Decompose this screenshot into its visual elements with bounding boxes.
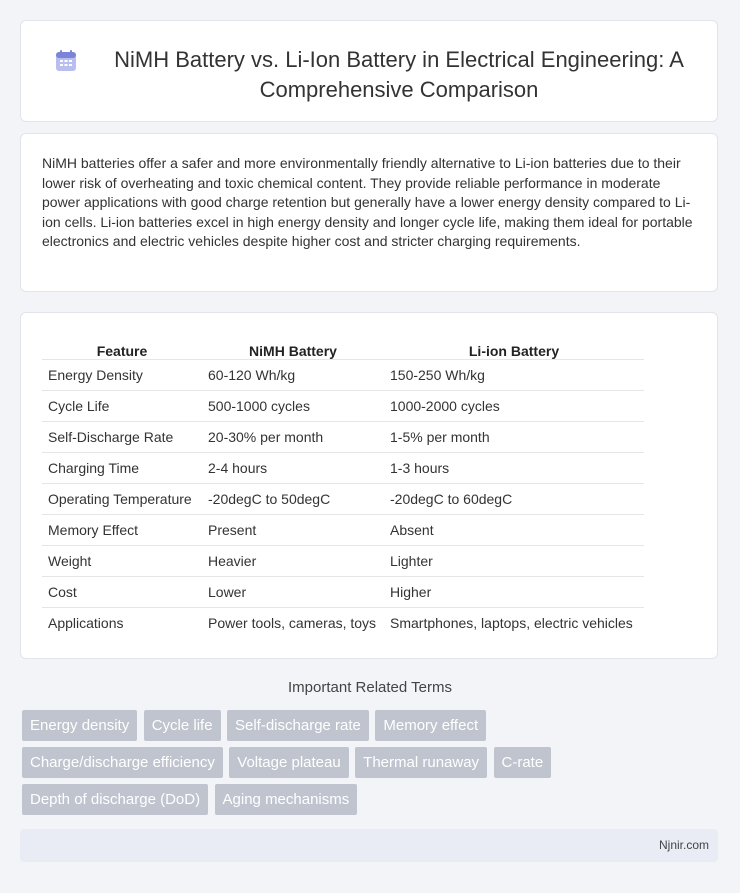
table-cell: Weight: [42, 546, 202, 577]
table-cell: 20-30% per month: [202, 422, 384, 453]
table-cell: Cost: [42, 577, 202, 608]
calendar-icon: [53, 48, 79, 74]
table-row: [42, 484, 644, 515]
table-cell: Higher: [384, 577, 644, 608]
table-cell: Lower: [202, 577, 384, 608]
table-cell: Charging Time: [42, 453, 202, 484]
title-card: [20, 20, 718, 122]
table-cell: 60-120 Wh/kg: [202, 360, 384, 391]
table-row: [42, 391, 644, 422]
related-term-tag[interactable]: Charge/discharge efficiency: [22, 747, 223, 778]
table-row: [42, 360, 644, 391]
table-cell: Lighter: [384, 546, 644, 577]
column-header: Li-ion Battery: [384, 333, 644, 360]
page-title: NiMH Battery vs. Li-Ion Battery in Electrical Engineering: A Comprehensive Comparison: [114, 47, 684, 102]
table-header-row: [42, 333, 644, 360]
related-term-tag[interactable]: Thermal runaway: [355, 747, 487, 778]
table-cell: Cycle Life: [42, 391, 202, 422]
column-header: NiMH Battery: [202, 333, 384, 360]
related-term-tag[interactable]: Cycle life: [144, 710, 221, 741]
table-cell: 1-5% per month: [384, 422, 644, 453]
related-term-tag[interactable]: C-rate: [494, 747, 552, 778]
table-cell: Heavier: [202, 546, 384, 577]
table-cell: Self-Discharge Rate: [42, 422, 202, 453]
table-row: [42, 515, 644, 546]
table-cell: 500-1000 cycles: [202, 391, 384, 422]
column-header: Feature: [42, 333, 202, 360]
related-terms-heading: Important Related Terms: [288, 679, 452, 696]
intro-paragraph: NiMH batteries offer a safer and more environmentally friendly alternative to Li-ion batteries due to their lower risk of overheating and toxic chemical content. They provide reliable performance in moderate power applications with good charge retention but generally have a lower energy density compared to Li-ion cells. Li-ion batteries excel in high energy density and longer cycle life, making them ideal for portable electronics and electric vehicles despite higher cost and stricter charging requirements.: [42, 155, 693, 249]
table-cell: 1-3 hours: [384, 453, 644, 484]
table-row: [42, 608, 644, 639]
related-term-tag[interactable]: Depth of discharge (DoD): [22, 784, 208, 815]
related-term-tag[interactable]: Self-discharge rate: [227, 710, 369, 741]
related-term-tag[interactable]: Energy density: [22, 710, 137, 741]
table-cell: -20degC to 60degC: [384, 484, 644, 515]
footer-site-name[interactable]: Njnir.com: [658, 838, 709, 852]
table-cell: Memory Effect: [42, 515, 202, 546]
table-cell: -20degC to 50degC: [202, 484, 384, 515]
footer: [20, 829, 718, 862]
related-terms-list: [22, 710, 622, 821]
table-cell: 150-250 Wh/kg: [384, 360, 644, 391]
table-cell: Applications: [48, 615, 124, 631]
table-cell: 2-4 hours: [202, 453, 384, 484]
related-term-tag[interactable]: Voltage plateau: [229, 747, 348, 778]
related-term-tag[interactable]: Aging mechanisms: [215, 784, 358, 815]
table-cell: Absent: [384, 515, 644, 546]
table-row: [42, 453, 644, 484]
table-cell: Power tools, cameras, toys: [208, 615, 377, 631]
table-cell: 1000-2000 cycles: [384, 391, 644, 422]
table-cell: Operating Temperature: [42, 484, 202, 515]
table-row: [42, 422, 644, 453]
table-cell: Energy Density: [42, 360, 202, 391]
table-cell: Smartphones, laptops, electric vehicles: [390, 615, 633, 631]
intro-card: [20, 133, 718, 292]
table-cell: Present: [202, 515, 384, 546]
table-row: [42, 546, 644, 577]
table-row: [42, 577, 644, 608]
comparison-card: [20, 312, 718, 659]
comparison-table: [42, 333, 644, 638]
related-term-tag[interactable]: Memory effect: [375, 710, 486, 741]
